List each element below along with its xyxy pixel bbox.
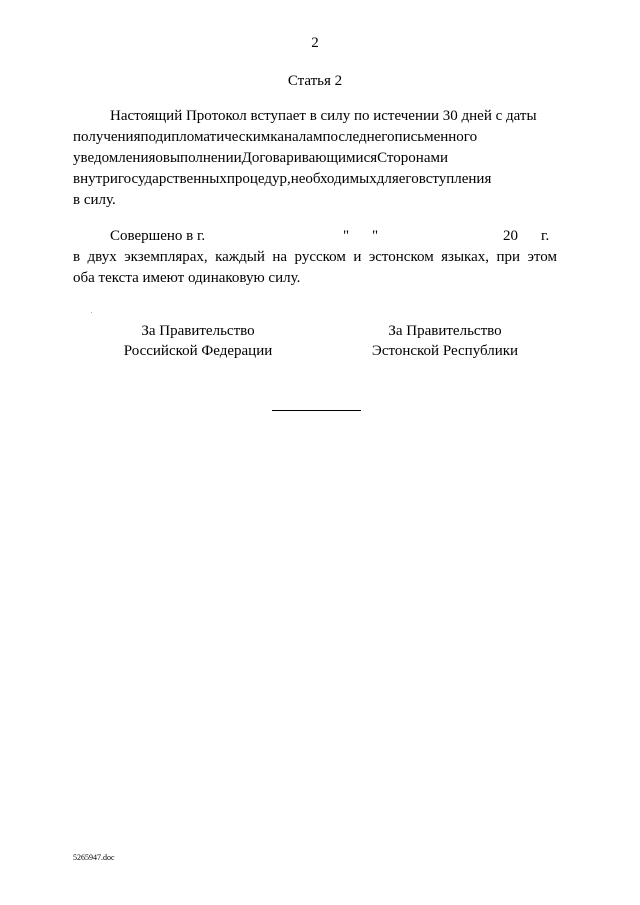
date-quote-close: " bbox=[372, 228, 379, 244]
done-at-line bbox=[73, 226, 557, 247]
year-suffix: г. bbox=[541, 228, 550, 244]
word: каждый bbox=[215, 249, 265, 265]
word: этом bbox=[527, 249, 557, 265]
word: последнего bbox=[322, 129, 395, 145]
word: внутригосударственных bbox=[73, 171, 227, 187]
paragraph-line-5: в силу. bbox=[73, 192, 116, 208]
signature-russia-line1: За Правительство bbox=[141, 323, 255, 339]
word: по bbox=[140, 129, 156, 145]
word: двух bbox=[87, 249, 117, 265]
scan-dot bbox=[91, 312, 92, 313]
year-prefix: 20 bbox=[503, 228, 518, 244]
word: вступления bbox=[418, 171, 492, 187]
word: его bbox=[398, 171, 419, 187]
word: дипломатическим bbox=[155, 129, 271, 145]
word: при bbox=[496, 249, 521, 265]
signature-block-russia bbox=[103, 321, 293, 361]
word: выполнении bbox=[162, 150, 242, 166]
closing-rule bbox=[272, 410, 361, 411]
page-number: 2 bbox=[311, 35, 319, 51]
word: экземплярах, bbox=[124, 249, 208, 265]
word: необходимых bbox=[290, 171, 377, 187]
paragraph-line-1 bbox=[73, 106, 557, 127]
signature-russia-line2: Российской Федерации bbox=[123, 343, 273, 359]
paragraph-line-2 bbox=[73, 127, 557, 148]
word: в bbox=[73, 249, 81, 265]
word: эстонском bbox=[368, 249, 434, 265]
article-heading: Статья 2 bbox=[287, 73, 343, 89]
word: процедур, bbox=[226, 171, 291, 187]
paragraph-done-at bbox=[73, 226, 557, 289]
word: Сторонами bbox=[377, 150, 448, 166]
footer-filename: 5265947.doc bbox=[73, 853, 115, 862]
paragraph-line-3 bbox=[73, 148, 557, 169]
word: русском bbox=[294, 249, 346, 265]
signature-estonia-line1: За Правительство bbox=[388, 323, 502, 339]
word: уведомления bbox=[73, 150, 156, 166]
word: на bbox=[272, 249, 288, 265]
copies-line bbox=[73, 247, 557, 268]
date-quote-open: " bbox=[343, 228, 350, 244]
word: каналам bbox=[270, 129, 323, 145]
word: получения bbox=[73, 129, 141, 145]
paragraph-line-4 bbox=[73, 169, 557, 190]
paragraph-line-1-text: Настоящий Протокол вступает в силу по истечении 30 дней с даты bbox=[110, 108, 537, 124]
word: для bbox=[376, 171, 399, 187]
word: языках, bbox=[441, 249, 490, 265]
done-at-label: Совершено в г. bbox=[110, 228, 206, 244]
word: письменного bbox=[394, 129, 478, 145]
word: и bbox=[353, 249, 362, 265]
equal-force-line: оба текста имеют одинаковую силу. bbox=[73, 270, 301, 286]
word: Договаривающимися bbox=[241, 150, 378, 166]
signature-block-estonia bbox=[350, 321, 540, 361]
signature-estonia-line2: Эстонской Республики bbox=[371, 343, 519, 359]
word: о bbox=[155, 150, 163, 166]
paragraph-entry-into-force bbox=[73, 106, 557, 211]
